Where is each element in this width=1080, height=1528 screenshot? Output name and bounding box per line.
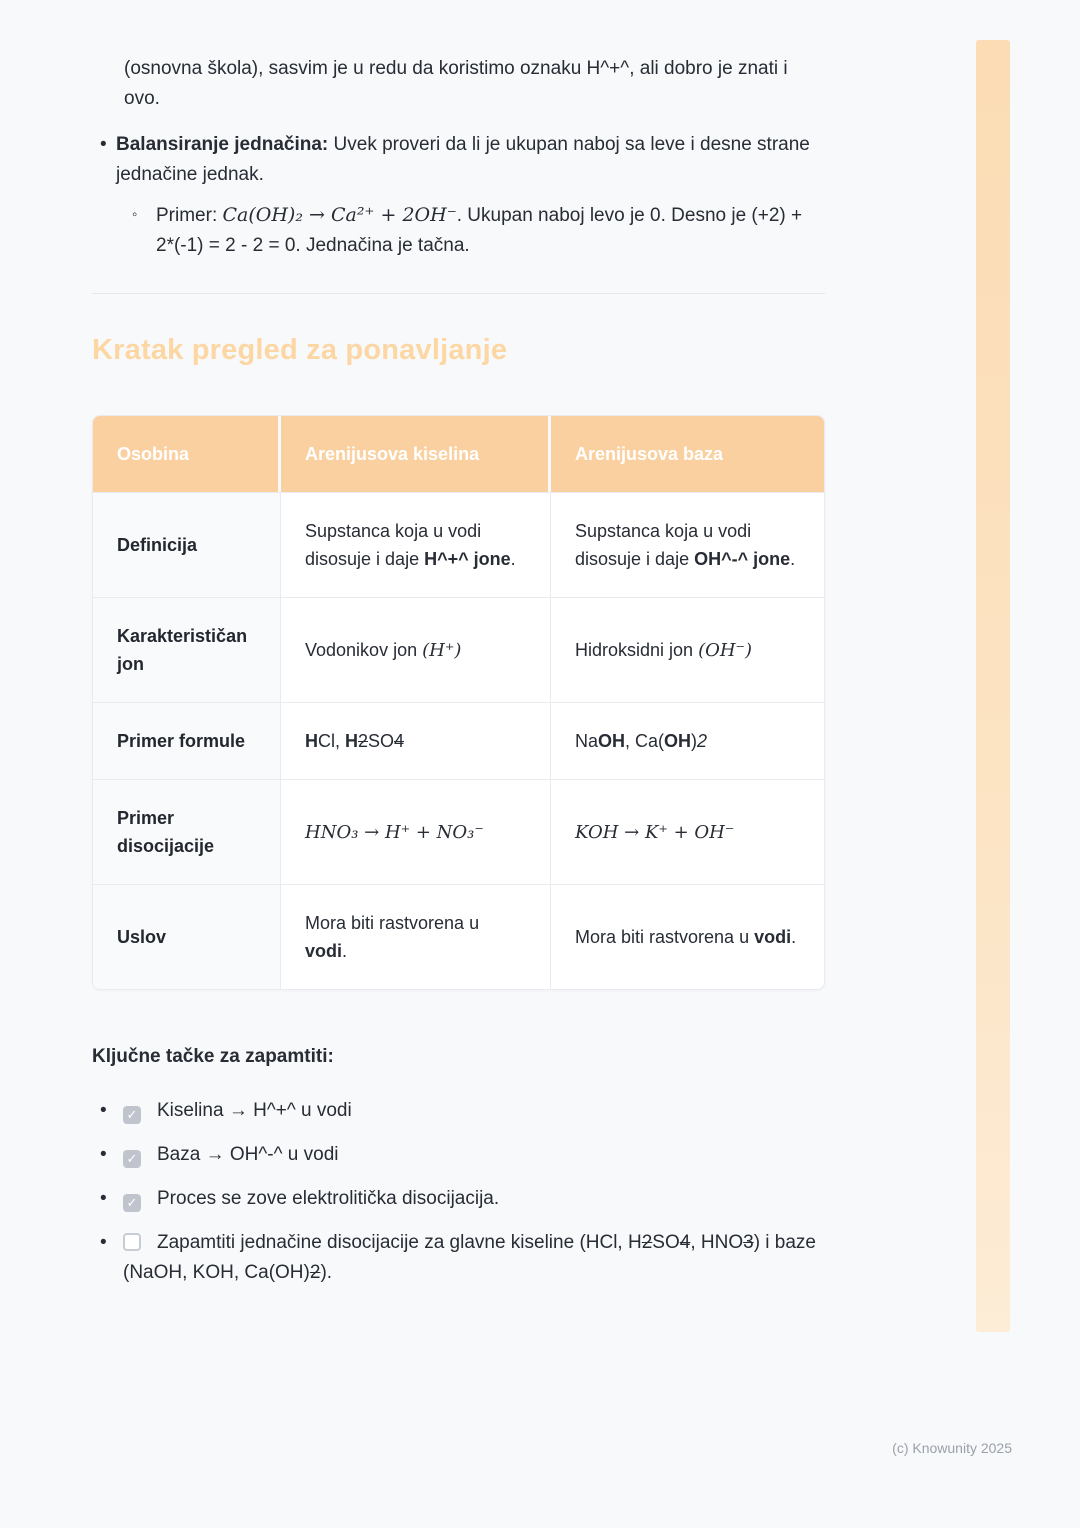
table-cell-definicija-baza: Supstanca koja u vodi disosuje i daje OH^-^ jone. [551,492,825,597]
checklist-item [92,1096,825,1126]
table-header-kiselina: Arenijusova kiselina [281,416,551,492]
table-header-baza: Arenijusova baza [551,416,825,492]
checkbox-checked-icon[interactable] [123,1194,141,1212]
section-divider [92,293,825,294]
checklist-item-body [123,1228,825,1288]
sub-bullet-text: Primer: Ca(OH)₂ → Ca²⁺ + 2OH⁻. Ukupan naboj levo je 0. Desno je (+2) + 2*(-1) = 2 - 2 = 0. Jednačina je tačna. [156,204,803,256]
checklist-item [92,1184,825,1214]
checklist-item-body [123,1096,825,1126]
table-row-label-primer-formule: Primer formule [93,702,281,779]
bullet-marker: • [100,1144,107,1165]
checklist-item-text: Proces se zove elektrolitička disocijacija. [157,1188,500,1209]
checklist-item-body [123,1184,825,1214]
note-content [92,54,825,1302]
sub-bullet-item-primer [92,200,825,261]
table-header-osobina: Osobina [93,416,281,492]
table-cell-jon-kiselina: Vodonikov jon (H⁺) [281,597,551,702]
bullet-marker: • [100,1188,107,1209]
table-cell-formule-kiselina: HCl, H2SO4 [281,702,551,779]
sub-bullet-marker: ◦ [132,206,138,223]
checkbox-unchecked-icon[interactable] [123,1233,141,1251]
checklist-item [92,1228,825,1288]
table-cell-jon-baza: Hidroksidni jon (OH⁻) [551,597,825,702]
table-cell-definicija-kiselina: Supstanca koja u vodi disosuje i daje H^+^ jone. [281,492,551,597]
table-cell-disocijacije-baza: KOH → K⁺ + OH⁻ [551,779,825,884]
table-row-label-primer-disocijacije: Primer disocijacije [93,779,281,884]
bullet-text: Balansiranje jednačina: Uvek proveri da li je ukupan naboj sa leve i desne strane jednačine jednak. [116,134,810,185]
table-row-label-definicija: Definicija [93,492,281,597]
checkbox-checked-icon[interactable] [123,1106,141,1124]
keypoints-title: Ključne tačke za zapamtiti: [92,1046,334,1067]
copyright-watermark: (c) Knowunity 2025 [892,1440,1012,1456]
table-cell-uslov-baza: Mora biti rastvorena u vodi. [551,884,825,989]
table-row-label-karakteristican-jon: Karakterističan jon [93,597,281,702]
bullet-item-balansiranje [92,130,825,190]
table-row-label-uslov: Uslov [93,884,281,989]
checklist-item-body [123,1140,825,1170]
checklist-item-text: Baza → OH^-^ u vodi [157,1144,339,1165]
page-edge-decoration [976,40,1010,1332]
bullet-marker: • [100,134,107,155]
checklist-item-text: Kiselina → H^+^ u vodi [157,1100,352,1121]
intro-paragraph: (osnovna škola), sasvim je u redu da koristimo oznaku H^+^, ali dobro je znati i ovo. [124,58,788,109]
checklist-item-text: Zapamtiti jednačine disocijacije za glavne kiseline (HCl, H2SO4, HNO3) i baze (NaOH, KOH, Ca(OH)2). [123,1232,816,1283]
section-title: Kratak pregled za ponavljanje [92,334,508,366]
bullet-marker: • [100,1100,107,1121]
checkbox-checked-icon[interactable] [123,1150,141,1168]
review-table [92,415,825,990]
checklist-item [92,1140,825,1170]
table-cell-uslov-kiselina: Mora biti rastvorena u vodi. [281,884,551,989]
keypoints-checklist [92,1096,825,1288]
table-cell-formule-baza: NaOH, Ca(OH)2 [551,702,825,779]
table-cell-disocijacije-kiselina: HNO₃ → H⁺ + NO₃⁻ [281,779,551,884]
bullet-marker: • [100,1232,107,1253]
